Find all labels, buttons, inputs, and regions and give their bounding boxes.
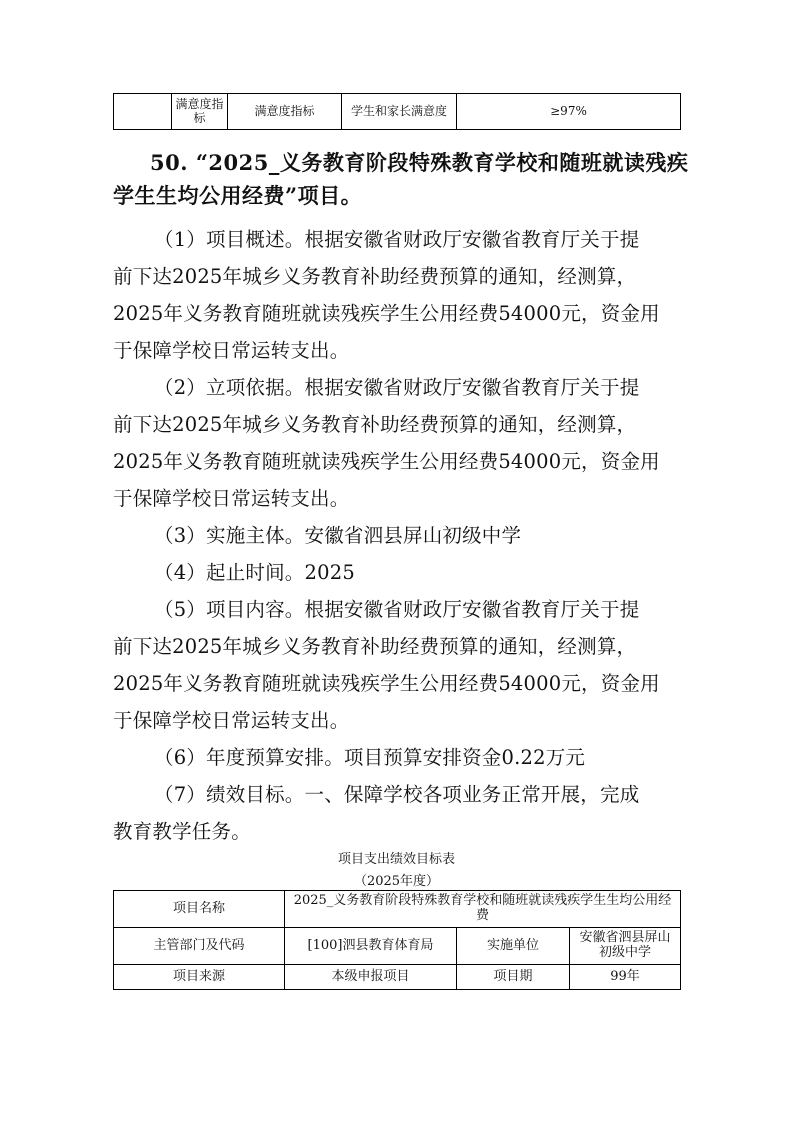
table-cell-empty: [114, 94, 172, 130]
table-cell: 满意度指标: [172, 94, 228, 130]
table-row: [114, 928, 681, 965]
paragraph-line: 2025年义务教育随班就读残疾学生公用经费54000元，资金用: [113, 450, 660, 473]
paragraph-line: （2）立项依据。根据安徽省财政厅安徽省教育厅关于提: [154, 376, 640, 399]
table-cell: 满意度指标: [228, 94, 342, 130]
paragraph-line: 2025年义务教育随班就读残疾学生公用经费54000元，资金用: [113, 672, 660, 695]
table-year: （2025年度）: [353, 874, 440, 889]
paragraph-line: 于保障学校日常运转支出。: [113, 709, 350, 732]
table-cell: 学生和家长满意度: [342, 94, 457, 130]
table-cell-value: [100]泗县教育体育局: [285, 928, 457, 965]
indicator-table-fragment: [113, 93, 681, 130]
section-heading-line-1: 50. “2025_义务教育阶段特殊教育学校和随班就读残疾: [150, 150, 689, 175]
table-cell-value: 99年: [570, 965, 681, 990]
paragraph-line: 前下达2025年城乡义务教育补助经费预算的通知，经测算，: [113, 635, 637, 658]
paragraph-line: 于保障学校日常运转支出。: [113, 339, 350, 362]
paragraph-line: （4）起止时间。2025: [154, 561, 355, 584]
table-row: [114, 891, 681, 928]
table-row: [114, 94, 681, 130]
paragraph-line: （6）年度预算安排。项目预算安排资金0.22万元: [154, 746, 586, 769]
paragraph-line: 教育教学任务。: [113, 820, 251, 843]
table-cell-value: 安徽省泗县屏山初级中学: [570, 928, 681, 965]
paragraph-line: 前下达2025年城乡义务教育补助经费预算的通知，经测算，: [113, 413, 637, 436]
table-cell-label: 实施单位: [457, 928, 570, 965]
paragraph-line: 2025年义务教育随班就读残疾学生公用经费54000元，资金用: [113, 302, 660, 325]
paragraph-line: （7）绩效目标。一、保障学校各项业务正常开展，完成: [154, 783, 640, 806]
table-cell-value: 本级申报项目: [285, 965, 457, 990]
table-caption: 项目支出绩效目标表: [337, 852, 455, 867]
table-cell-label: 项目期: [457, 965, 570, 990]
paragraph-line: （1）项目概述。根据安徽省财政厅安徽省教育厅关于提: [154, 228, 640, 251]
table-cell-label: 主管部门及代码: [114, 928, 285, 965]
table-cell: ≥97%: [457, 94, 681, 130]
paragraph-line: 于保障学校日常运转支出。: [113, 487, 350, 510]
table-cell-label: 项目名称: [114, 891, 285, 928]
performance-target-table: [113, 890, 681, 990]
paragraph-line: （5）项目内容。根据安徽省财政厅安徽省教育厅关于提: [154, 598, 640, 621]
section-heading-line-2: 学生生均公用经费”项目。: [113, 183, 363, 208]
table-cell-label: 项目来源: [114, 965, 285, 990]
paragraph-line: 前下达2025年城乡义务教育补助经费预算的通知，经测算，: [113, 265, 637, 288]
table-row: [114, 965, 681, 990]
paragraph-line: （3）实施主体。安徽省泗县屏山初级中学: [154, 524, 522, 547]
table-cell-value: 2025_义务教育阶段特殊教育学校和随班就读残疾学生生均公用经费: [285, 891, 681, 928]
